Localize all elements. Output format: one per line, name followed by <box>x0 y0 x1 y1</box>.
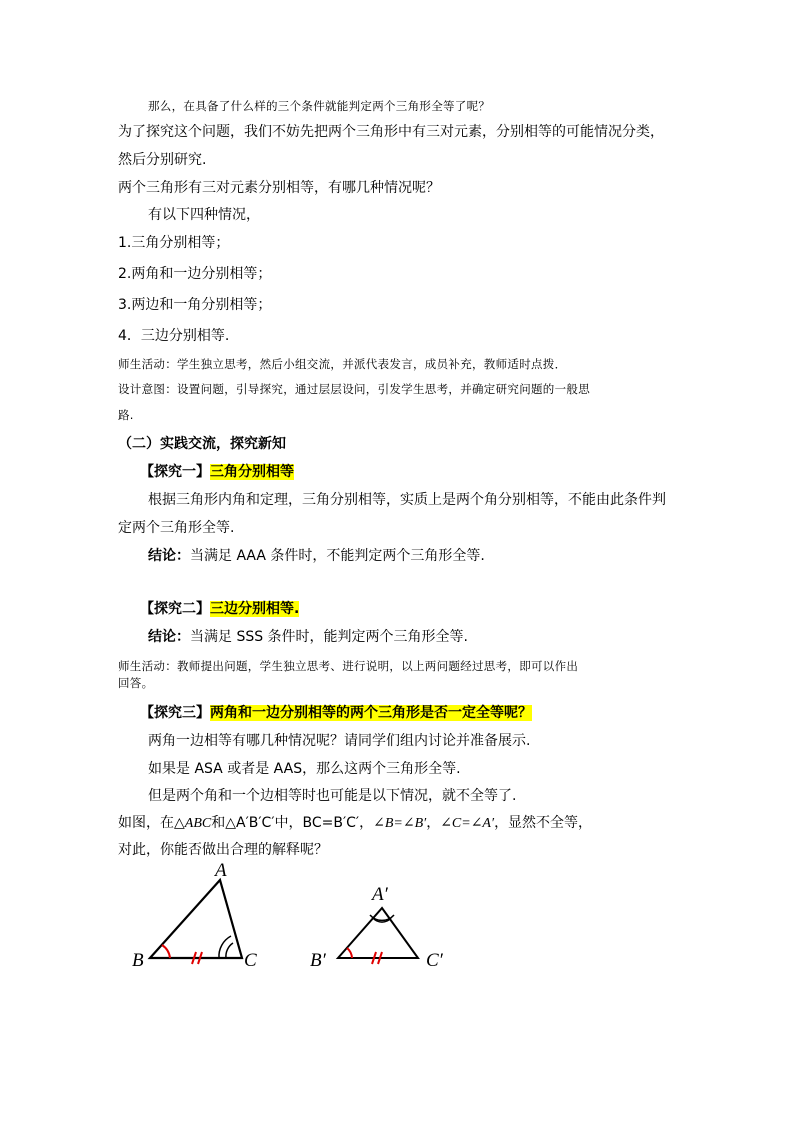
case-item-1: 1.三角分别相等； <box>118 235 230 251</box>
vertex-b-prime-label: B′ <box>310 950 326 971</box>
design-intent-line1: 设计意图：设置问题，引导探究，通过层层设问，引发学生思考，并确定研究问题的一般思 <box>118 382 590 396</box>
paragraph-question: 那么，在具备了什么样的三个条件就能判定两个三角形全等了呢？ <box>148 99 491 113</box>
explore-3-heading <box>140 703 532 723</box>
design-intent-line2: 路. <box>118 408 134 422</box>
vertex-a-prime-label: A′ <box>372 884 388 905</box>
vertex-b-label: B <box>132 950 144 971</box>
explore-2-tag: 【探究二】 <box>140 601 210 617</box>
angle-b-prime-mark <box>347 948 352 958</box>
explore-1-tag: 【探究一】 <box>140 464 210 480</box>
activity-note-2-line2: 回答。 <box>118 676 154 690</box>
triangle-figures <box>120 860 480 975</box>
activity-note-2-line1: 师生活动：教师提出问题，学生独立思考、进行说明，以上两问题经过思考，即可以作出 <box>118 659 579 673</box>
angle-c-mark-inner <box>226 943 233 958</box>
figure-description: 如图，在△ABC和△A′B′C′中，BC=B′C′，∠B=∠B′，∠C=∠A′，显然不全等， <box>118 815 593 831</box>
paragraph-intro-line1: 为了探究这个问题，我们不妨先把两个三角形中有三对元素，分别相等的可能情况分类， <box>118 124 664 140</box>
case-item-3: 3.两边和一角分别相等； <box>118 297 272 313</box>
explore-2-conclusion: 结论：当满足 SSS 条件时，能判定两个三角形全等. <box>148 629 469 645</box>
explore-1-text-line2: 定两个三角形全等. <box>118 520 235 536</box>
figure-question: 对此，你能否做出合理的解释呢？ <box>118 842 328 858</box>
explore-3-asa: 如果是 ASA 或者是 AAS，那么这两个三角形全等. <box>148 761 461 777</box>
paragraph-intro-line2: 然后分别研究. <box>118 152 207 168</box>
vertex-a-label: A <box>215 860 227 881</box>
explore-2-title: 三边分别相等. <box>210 601 300 617</box>
triangle-abc <box>132 860 257 971</box>
explore-1-text-line1: 根据三角形内角和定理，三角分别相等，实质上是两个角分别相等，不能由此条件判 <box>148 492 666 508</box>
explore-1-conclusion: 结论：当满足 AAA 条件时，不能判定两个三角形全等. <box>148 548 485 564</box>
explore-1-heading <box>140 462 294 482</box>
triangle-abc-prime <box>310 884 444 971</box>
explore-3-question: 两角一边相等有哪几种情况呢？请同学们组内讨论并准备展示. <box>148 733 531 749</box>
vertex-c-label: C <box>244 950 257 971</box>
section-heading: （二）实践交流，探究新知 <box>118 436 286 452</box>
paragraph-cases-intro: 有以下四种情况， <box>148 207 260 223</box>
activity-note-1: 师生活动：学生独立思考，然后小组交流，并派代表发言，成员补充，教师适时点拨． <box>118 357 567 371</box>
explore-3-but: 但是两个角和一个边相等时也可能是以下情况，就不全等了. <box>148 788 517 804</box>
case-item-4: 4．三边分别相等. <box>118 328 230 344</box>
case-item-2: 2.两角和一边分别相等； <box>118 266 272 282</box>
explore-3-title: 两角和一边分别相等的两个三角形是否一定全等呢？ <box>210 705 532 721</box>
explore-2-heading <box>140 599 299 619</box>
explore-1-title: 三角分别相等 <box>210 464 294 480</box>
vertex-c-prime-label: C′ <box>426 950 443 971</box>
angle-b-mark <box>162 945 170 958</box>
explore-3-tag: 【探究三】 <box>140 705 210 721</box>
paragraph-cases-question: 两个三角形有三对元素分别相等，有哪几种情况呢？ <box>118 180 440 196</box>
